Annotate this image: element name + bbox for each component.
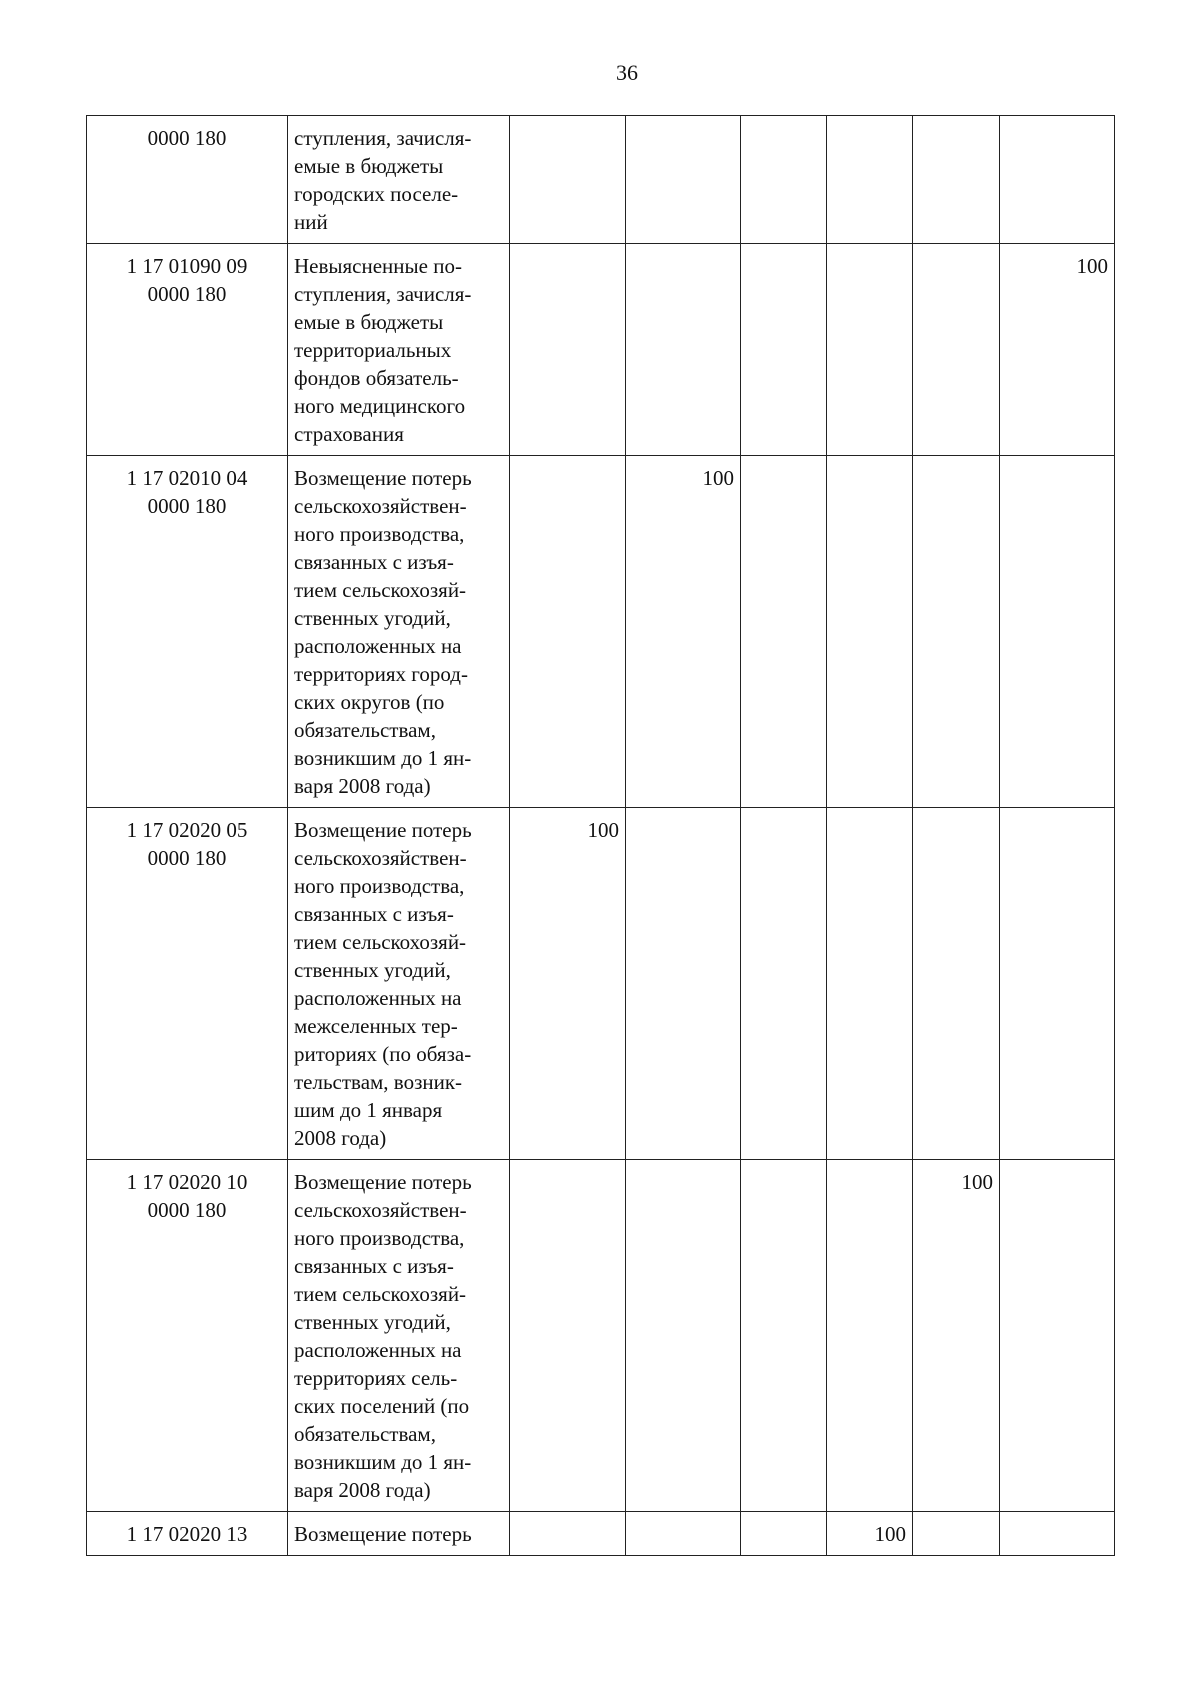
percentage-cell (1000, 456, 1115, 808)
percentage-cell (510, 1160, 626, 1512)
percentage-cell: 100 (626, 456, 741, 808)
percentage-cell: 100 (510, 808, 626, 1160)
percentage-cell (913, 456, 1000, 808)
percentage-cell (510, 456, 626, 808)
percentage-cell (913, 1512, 1000, 1556)
revenue-description-cell: Возмещение потерь сельскохозяйствен- ного производства, связанных с изъя- тием сельскохозяй- ственных угодий, расположенных на территориях город- ских округов (по обязательствам, возникшим до 1 ян- варя 2008 года) (288, 456, 510, 808)
budget-code-cell: 1 17 02020 10 0000 180 (87, 1160, 288, 1512)
percentage-cell (510, 244, 626, 456)
percentage-cell (741, 116, 827, 244)
table-row (87, 456, 1115, 808)
percentage-cell (1000, 116, 1115, 244)
percentage-cell (741, 1160, 827, 1512)
percentage-cell (913, 244, 1000, 456)
budget-code-cell: 1 17 02010 04 0000 180 (87, 456, 288, 808)
revenue-description-cell: Невыясненные по- ступления, зачисля- емые в бюджеты территориальных фондов обязатель- ного медицинского страхования (288, 244, 510, 456)
percentage-cell (1000, 1512, 1115, 1556)
percentage-cell (626, 116, 741, 244)
percentage-cell (827, 1160, 913, 1512)
table-row (87, 244, 1115, 456)
table-body (87, 116, 1115, 1556)
percentage-cell (827, 456, 913, 808)
page-number: 36 (616, 60, 638, 85)
percentage-cell (913, 116, 1000, 244)
percentage-cell (626, 1160, 741, 1512)
percentage-cell: 100 (913, 1160, 1000, 1512)
table-row (87, 1512, 1115, 1556)
revenue-description-cell: ступления, зачисля- емые в бюджеты городских поселе- ний (288, 116, 510, 244)
revenue-table (86, 115, 1115, 1556)
percentage-cell (510, 116, 626, 244)
percentage-cell (1000, 808, 1115, 1160)
percentage-cell (741, 456, 827, 808)
budget-code-cell: 1 17 02020 05 0000 180 (87, 808, 288, 1160)
revenue-description-cell: Возмещение потерь сельскохозяйствен- ного производства, связанных с изъя- тием сельскохозяй- ственных угодий, расположенных на территориях сель- ских поселений (по обязательствам, возникшим до 1 ян- варя 2008 года) (288, 1160, 510, 1512)
percentage-cell: 100 (1000, 244, 1115, 456)
table-row (87, 808, 1115, 1160)
percentage-cell (510, 1512, 626, 1556)
percentage-cell (827, 116, 913, 244)
percentage-cell (626, 808, 741, 1160)
percentage-cell (741, 244, 827, 456)
percentage-cell (1000, 1160, 1115, 1512)
revenue-description-cell: Возмещение потерь (288, 1512, 510, 1556)
budget-code-cell: 0000 180 (87, 116, 288, 244)
table-row (87, 1160, 1115, 1512)
percentage-cell (827, 244, 913, 456)
percentage-cell (741, 1512, 827, 1556)
percentage-cell (741, 808, 827, 1160)
percentage-cell (913, 808, 1000, 1160)
percentage-cell (827, 808, 913, 1160)
percentage-cell: 100 (827, 1512, 913, 1556)
budget-code-cell: 1 17 02020 13 (87, 1512, 288, 1556)
budget-code-cell: 1 17 01090 09 0000 180 (87, 244, 288, 456)
table-row (87, 116, 1115, 244)
percentage-cell (626, 1512, 741, 1556)
percentage-cell (626, 244, 741, 456)
revenue-description-cell: Возмещение потерь сельскохозяйствен- ного производства, связанных с изъя- тием сельскохозяй- ственных угодий, расположенных на межселенных тер- риториях (по обяза- тельствам, возник- шим до 1 января 2008 года) (288, 808, 510, 1160)
